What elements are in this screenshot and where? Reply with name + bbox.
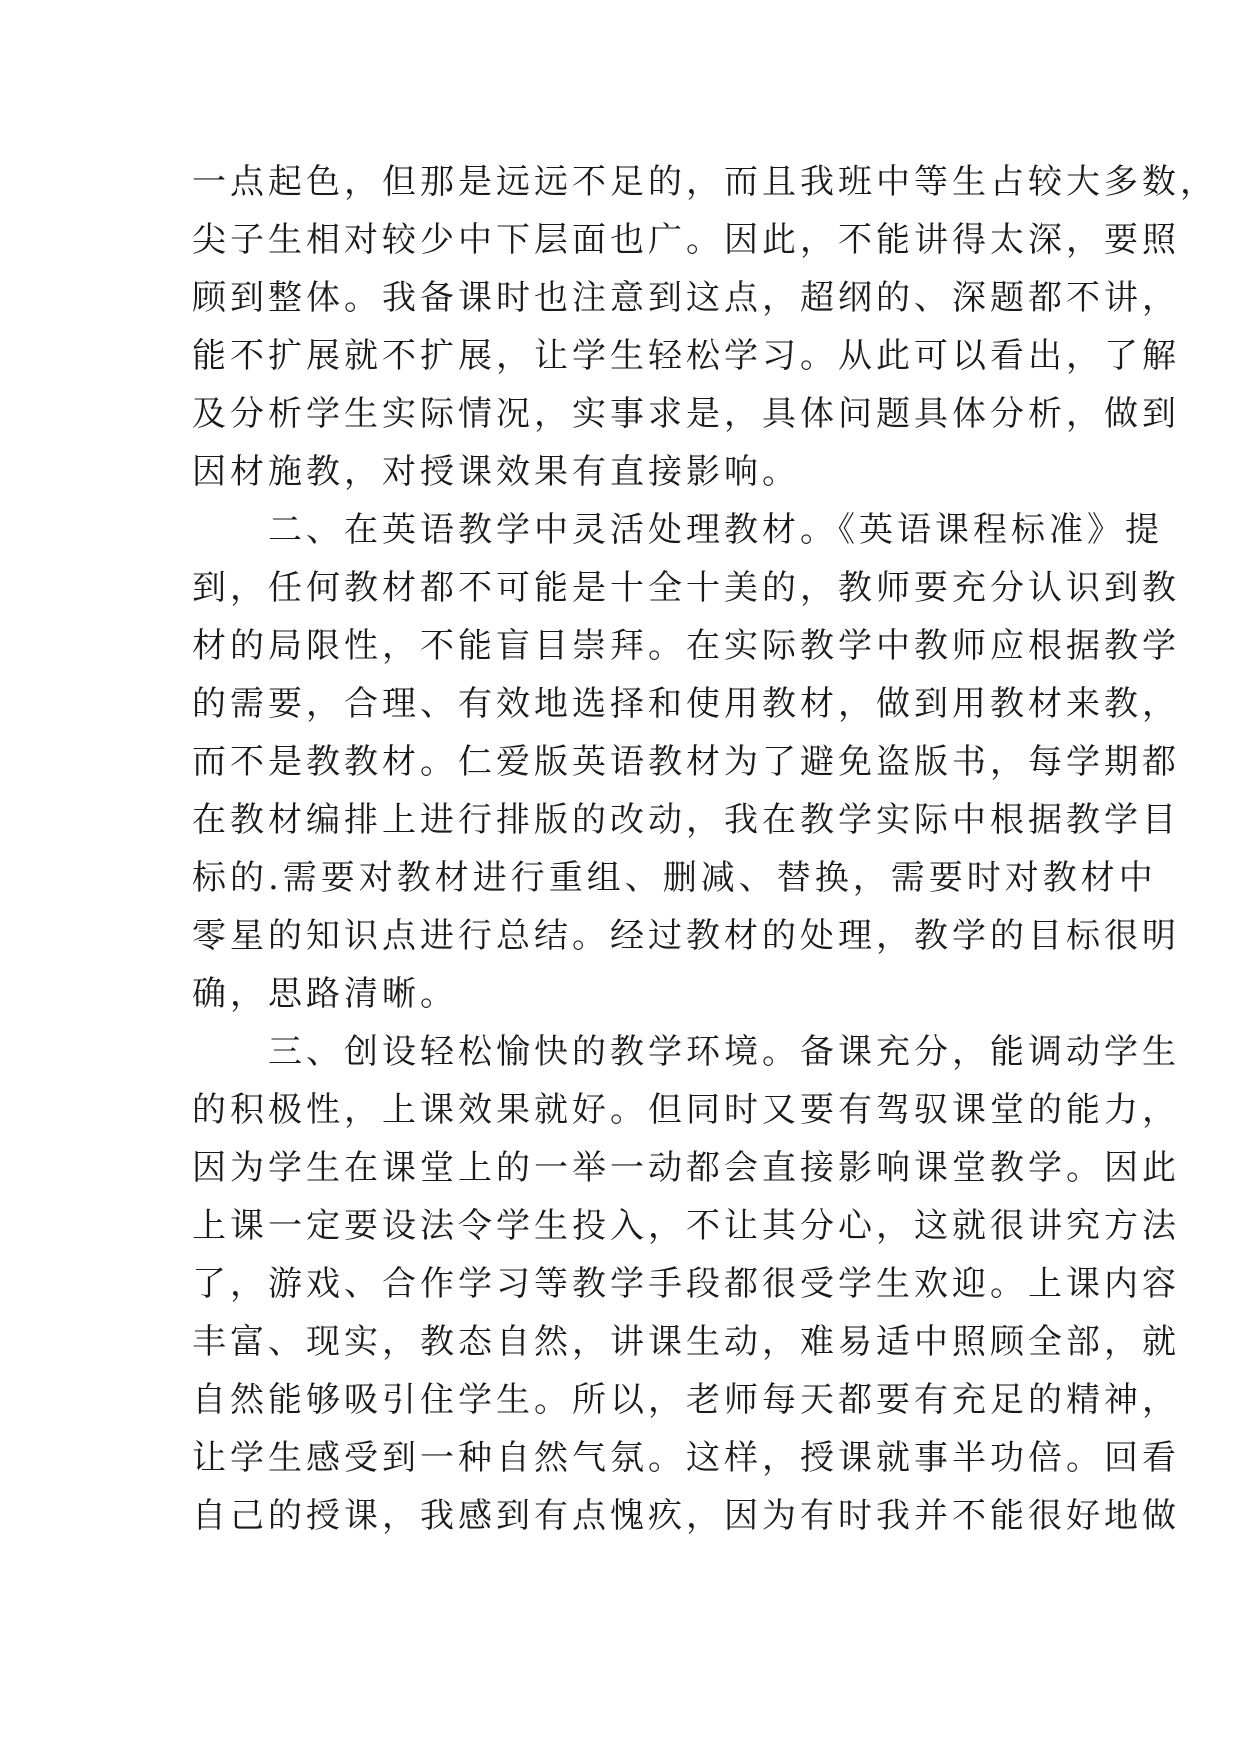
text-line: 因材施教，对授课效果有直接影响。 — [192, 452, 800, 492]
text-line: 尖子生相对较少中下层面也广。因此，不能讲得太深，要照 — [192, 220, 1180, 260]
text-line: 确，思路清晰。 — [192, 974, 458, 1014]
text-line: 在教材编排上进行排版的改动，我在教学实际中根据教学目 — [192, 800, 1180, 840]
text-line: 因为学生在课堂上的一举一动都会直接影响课堂教学。因此 — [192, 1148, 1180, 1188]
text-line: 了，游戏、合作学习等教学手段都很受学生欢迎。上课内容 — [192, 1264, 1180, 1304]
text-line: 的积极性，上课效果就好。但同时又要有驾驭课堂的能力， — [192, 1090, 1180, 1130]
text-line: 顾到整体。我备课时也注意到这点，超纲的、深题都不讲， — [192, 278, 1180, 318]
text-line: 二、在英语教学中灵活处理教材。《英语课程标准》提 — [192, 510, 1163, 550]
text-line: 三、创设轻松愉快的教学环境。备课充分，能调动学生 — [192, 1032, 1180, 1072]
text-line: 能不扩展就不扩展，让学生轻松学习。从此可以看出，了解 — [192, 336, 1180, 376]
text-line: 零星的知识点进行总结。经过教材的处理，教学的目标很明 — [192, 916, 1180, 956]
text-line: 自己的授课，我感到有点愧疚，因为有时我并不能很好地做 — [192, 1496, 1180, 1536]
text-line: 一点起色，但那是远远不足的，而且我班中等生占较大多数， — [192, 162, 1218, 202]
text-line: 让学生感受到一种自然气氛。这样，授课就事半功倍。回看 — [192, 1438, 1180, 1478]
text-line: 及分析学生实际情况，实事求是，具体问题具体分析，做到 — [192, 394, 1180, 434]
text-line: 丰富、现实，教态自然，讲课生动，难易适中照顾全部，就 — [192, 1322, 1180, 1362]
text-line: 上课一定要设法令学生投入，不让其分心，这就很讲究方法 — [192, 1206, 1180, 1246]
text-line: 自然能够吸引住学生。所以，老师每天都要有充足的精神， — [192, 1380, 1180, 1420]
text-line: 材的局限性，不能盲目崇拜。在实际教学中教师应根据教学 — [192, 626, 1180, 666]
text-line: 标的.需要对教材进行重组、删减、替换，需要时对教材中 — [192, 858, 1157, 898]
body-text — [192, 153, 1218, 1545]
text-line: 的需要，合理、有效地选择和使用教材，做到用教材来教， — [192, 684, 1180, 724]
text-line: 到，任何教材都不可能是十全十美的，教师要充分认识到教 — [192, 568, 1180, 608]
text-line: 而不是教教材。仁爱版英语教材为了避免盗版书，每学期都 — [192, 742, 1180, 782]
